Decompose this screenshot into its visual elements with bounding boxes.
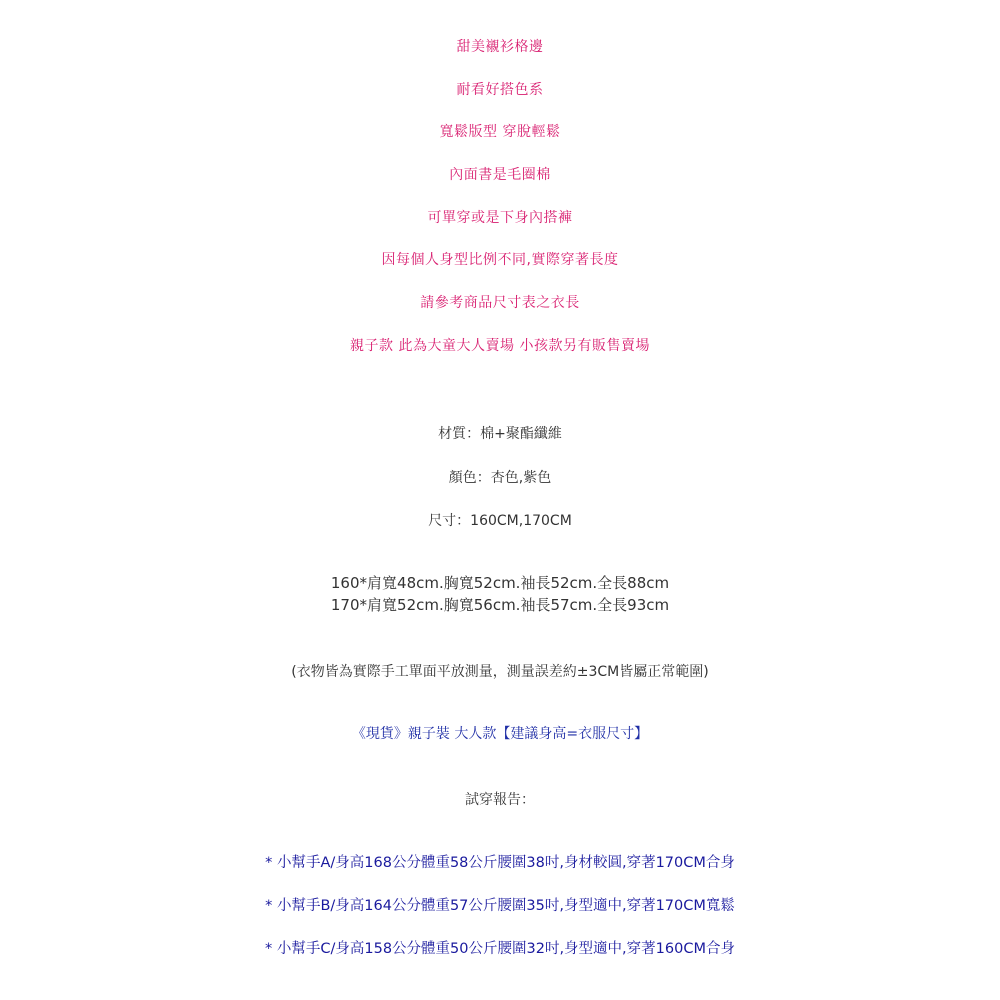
product-title: 《現貨》親子裝 大人款【建議身高=衣服尺寸】: [351, 726, 649, 742]
feature-line: 請參考商品尺寸表之衣長: [420, 295, 580, 311]
feature-line: 親子款 此為大童大人賣場 小孩款另有販售賣場: [350, 338, 650, 354]
feature-line: 寬鬆版型 穿脫輕鬆: [439, 124, 561, 140]
report-item: * 小幫手B/身高164公分體重57公斤腰圍35吋,身型適中,穿著170CM寬鬆: [265, 898, 735, 914]
spec-color: 顏色：杏色,紫色: [448, 470, 552, 486]
report-item: * 小幫手A/身高168公分體重58公斤腰圍38吋,身材較圓,穿著170CM合身: [265, 855, 735, 871]
feature-line: 因每個人身型比例不同,實際穿著長度: [381, 252, 619, 268]
measurement-line: 170*肩寬52cm.胸寬56cm.袖長57cm.全長93cm: [330, 596, 670, 614]
spec-size: 尺寸：160CM,170CM: [428, 513, 572, 529]
feature-line: 甜美襯衫格邊: [456, 39, 544, 55]
report-heading: 試穿報告：: [465, 792, 535, 808]
feature-line: 可單穿或是下身內搭褲: [427, 210, 573, 226]
feature-line: 耐看好搭色系: [456, 82, 544, 98]
spec-material: 材質：棉+聚酯纖維: [438, 426, 562, 442]
measurement-note: (衣物皆為實際手工單面平放測量，測量誤差約±3CM皆屬正常範圍): [291, 664, 709, 680]
report-item: * 小幫手C/身高158公分體重50公斤腰圍32吋,身型適中,穿著160CM合身: [265, 941, 735, 957]
feature-line: 內面書是毛圈棉: [449, 167, 551, 183]
measurement-line: 160*肩寬48cm.胸寬52cm.袖長52cm.全長88cm: [330, 574, 670, 592]
